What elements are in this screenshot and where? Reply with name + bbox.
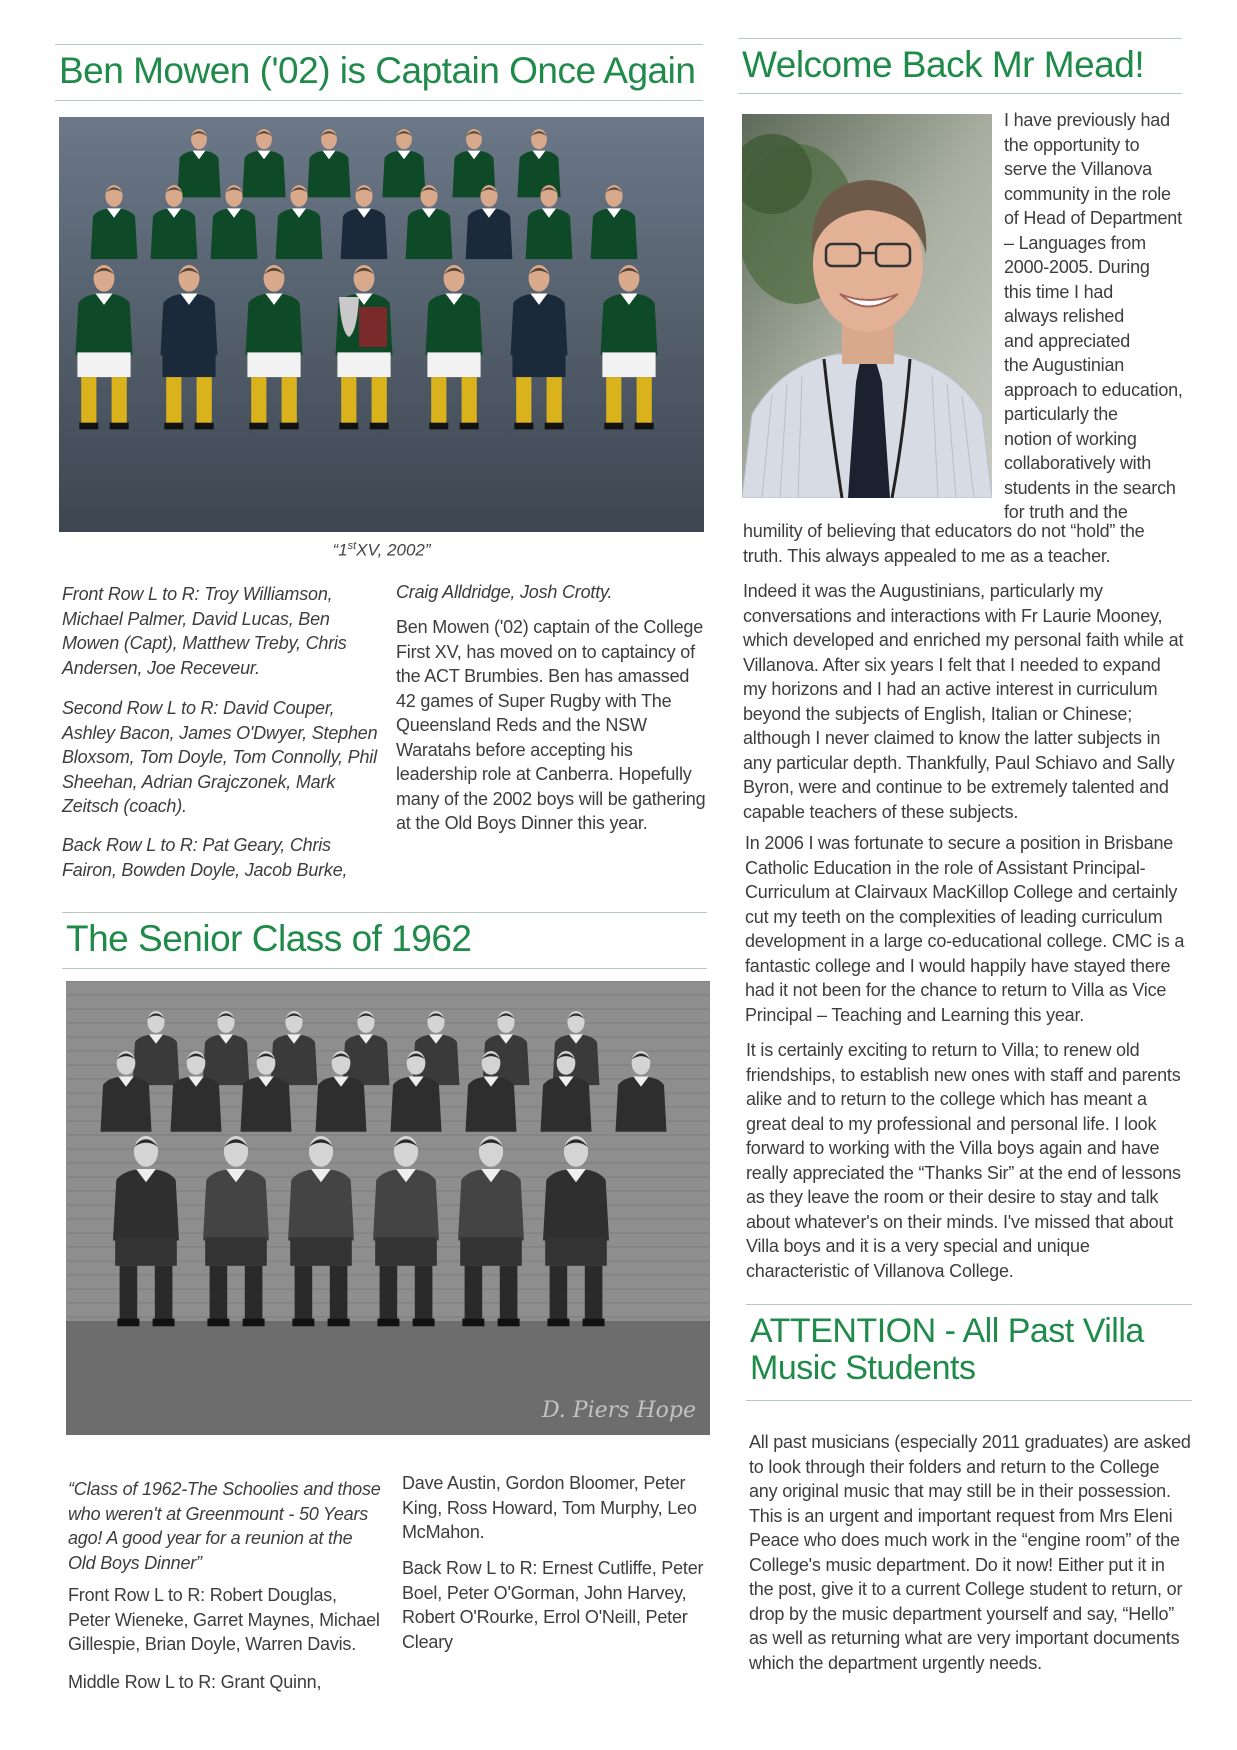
rugby-team-illustration [59, 117, 704, 532]
attention-heading-line-1: ATTENTION - All Past Villa [750, 1312, 1144, 1350]
senior-middle-row-cont: Dave Austin, Gordon Bloomer, Peter King, Ross Howard, Tom Murphy, Leo McMahon. [402, 1473, 697, 1542]
welcome-intro-line: approach to education, [1004, 379, 1183, 400]
senior-class-photo [66, 981, 710, 1435]
mr-mead-portrait [742, 114, 992, 498]
senior-class-heading: The Senior Class of 1962 [62, 912, 707, 969]
welcome-intro-wrapped [1004, 108, 1184, 525]
welcome-intro-line: serve the Villanova [1004, 159, 1152, 179]
welcome-paragraph-2: Indeed it was the Augustinians, particularly my conversations and interactions with Fr Laurie Mooney, which developed and enriched my personal faith while at Villanova. After six years I felt that I needed to expand my horizons and I had an active interest in curriculum beyond the subjects of English, Italian or Chinese; although I never claimed to know the latter subjects in any particular depth. Thankfully, Paul Schiavo and Sally Byron, were and continue to be extremely talented and capable teachers of these subjects. [743, 581, 1184, 822]
captain-back-row-cont: Craig Alldridge, Josh Crotty. [396, 582, 613, 602]
welcome-intro-line: of Head of Department [1004, 208, 1182, 228]
welcome-heading: Welcome Back Mr Mead! [738, 38, 1182, 94]
welcome-intro-line: particularly the [1004, 404, 1118, 424]
welcome-intro-line: and appreciated [1004, 330, 1131, 351]
shield-trophy [359, 307, 387, 347]
welcome-intro-line: students in the search [1004, 477, 1176, 498]
portrait-illustration [742, 114, 992, 498]
rugby-team-photo [59, 117, 704, 532]
welcome-intro-line: collaboratively with [1004, 453, 1152, 473]
welcome-intro-line: this time I had [1004, 281, 1114, 302]
senior-front-row: Front Row L to R: Robert Douglas, Peter Wieneke, Garret Maynes, Michael Gillespie, Brian Doyle, Warren Davis. [68, 1585, 380, 1654]
attention-heading-line-2: Music Students [750, 1348, 976, 1387]
captain-article-body: Ben Mowen ('02) captain of the College First XV, has moved on to captaincy of the ACT Brumbies. Ben has amassed 42 games of Super Rugby with The Queensland Reds and the NSW Waratahs before accepting his leadership role at Canberra. Hopefully many of the 2002 boys will be gathering at the Old Boys Dinner this year. [396, 617, 706, 833]
welcome-intro-line: I have previously had [1004, 110, 1170, 130]
captain-second-row: Second Row L to R: David Couper, Ashley Bacon, James O'Dwyer, Stephen Bloxsom, Tom Doyle, Tom Connolly, Phil Sheehan, Adrian Grajczonek, Mark Zeitsch (coach). [62, 698, 378, 816]
welcome-intro-tail: humility of believing that educators do not “hold” the truth. This always appealed to me as a teacher. [743, 521, 1145, 566]
captain-front-row: Front Row L to R: Troy Williamson, Michael Palmer, David Lucas, Ben Mowen (Capt), Matthew Treby, Chris Andersen, Joe Receveur. [62, 584, 347, 678]
welcome-intro-line: always relished [1004, 306, 1125, 326]
captain-photo-caption: “1stXV, 2002” [332, 540, 431, 560]
welcome-intro-line: – Languages from [1004, 232, 1146, 253]
senior-middle-row: Middle Row L to R: Grant Quinn, [68, 1672, 322, 1692]
captain-back-row: Back Row L to R: Pat Geary, Chris Fairon, Bowden Doyle, Jacob Burke, [62, 835, 348, 880]
senior-quote: “Class of 1962-The Schoolies and those who weren't at Greenmount - 50 Years ago! A good year for a reunion at the Old Boys Dinner” [68, 1479, 381, 1573]
attention-heading [746, 1304, 1192, 1401]
welcome-paragraph-4: It is certainly exciting to return to Villa; to renew old friendships, to establish new ones with staff and parents alike and to return to the college which has meant a great deal to my professional and personal life. I look forward to working with the Villa boys again and have really appreciated the “Thanks Sir” at the end of lessons as they leave the room or their desire to stay and talk about whatever's on their minds. I've missed that about Villa boys and it is a very special and unique characteristic of Villanova College. [746, 1040, 1181, 1281]
welcome-intro-line: the Augustinian [1004, 355, 1125, 375]
attention-body: All past musicians (especially 2011 graduates) are asked to look through their folders and return to the College any original music that may still be in their possession. This is an urgent and important request from Mrs Eleni Peace who does much work in the “engine room” of the College's music department. Do it now! Either put it in the post, give it to a current College student to return, or drop by the music department yourself and say, “Hello” as well as returning what are very important documents which the department urgently needs. [749, 1432, 1191, 1673]
captain-heading: Ben Mowen ('02) is Captain Once Again [55, 44, 703, 101]
welcome-intro-line: the opportunity to [1004, 134, 1140, 155]
welcome-intro-line: 2000-2005. During [1004, 257, 1150, 277]
welcome-paragraph-3: In 2006 I was fortunate to secure a position in Brisbane Catholic Education in the role of Assistant Principal-Curriculum at Clairvaux MacKillop College and certainly cut my teeth on the complexities of leading curriculum development in a large co-educational college. CMC is a fantastic college and I would happily have stayed there had it not been for the chance to return to Villa as Vice Principal – Teaching and Learning this year. [745, 833, 1185, 1025]
welcome-intro-line: notion of working [1004, 428, 1137, 449]
welcome-intro-line: for truth and the [1004, 502, 1128, 522]
senior-class-illustration [66, 981, 710, 1435]
photographer-watermark: D. Piers Hope [541, 1398, 696, 1423]
welcome-intro-line: community in the role [1004, 183, 1171, 204]
senior-back-row: Back Row L to R: Ernest Cutliffe, Peter Boel, Peter O'Gorman, John Harvey, Robert O'Rourke, Errol O'Neill, Peter Cleary [402, 1558, 704, 1652]
